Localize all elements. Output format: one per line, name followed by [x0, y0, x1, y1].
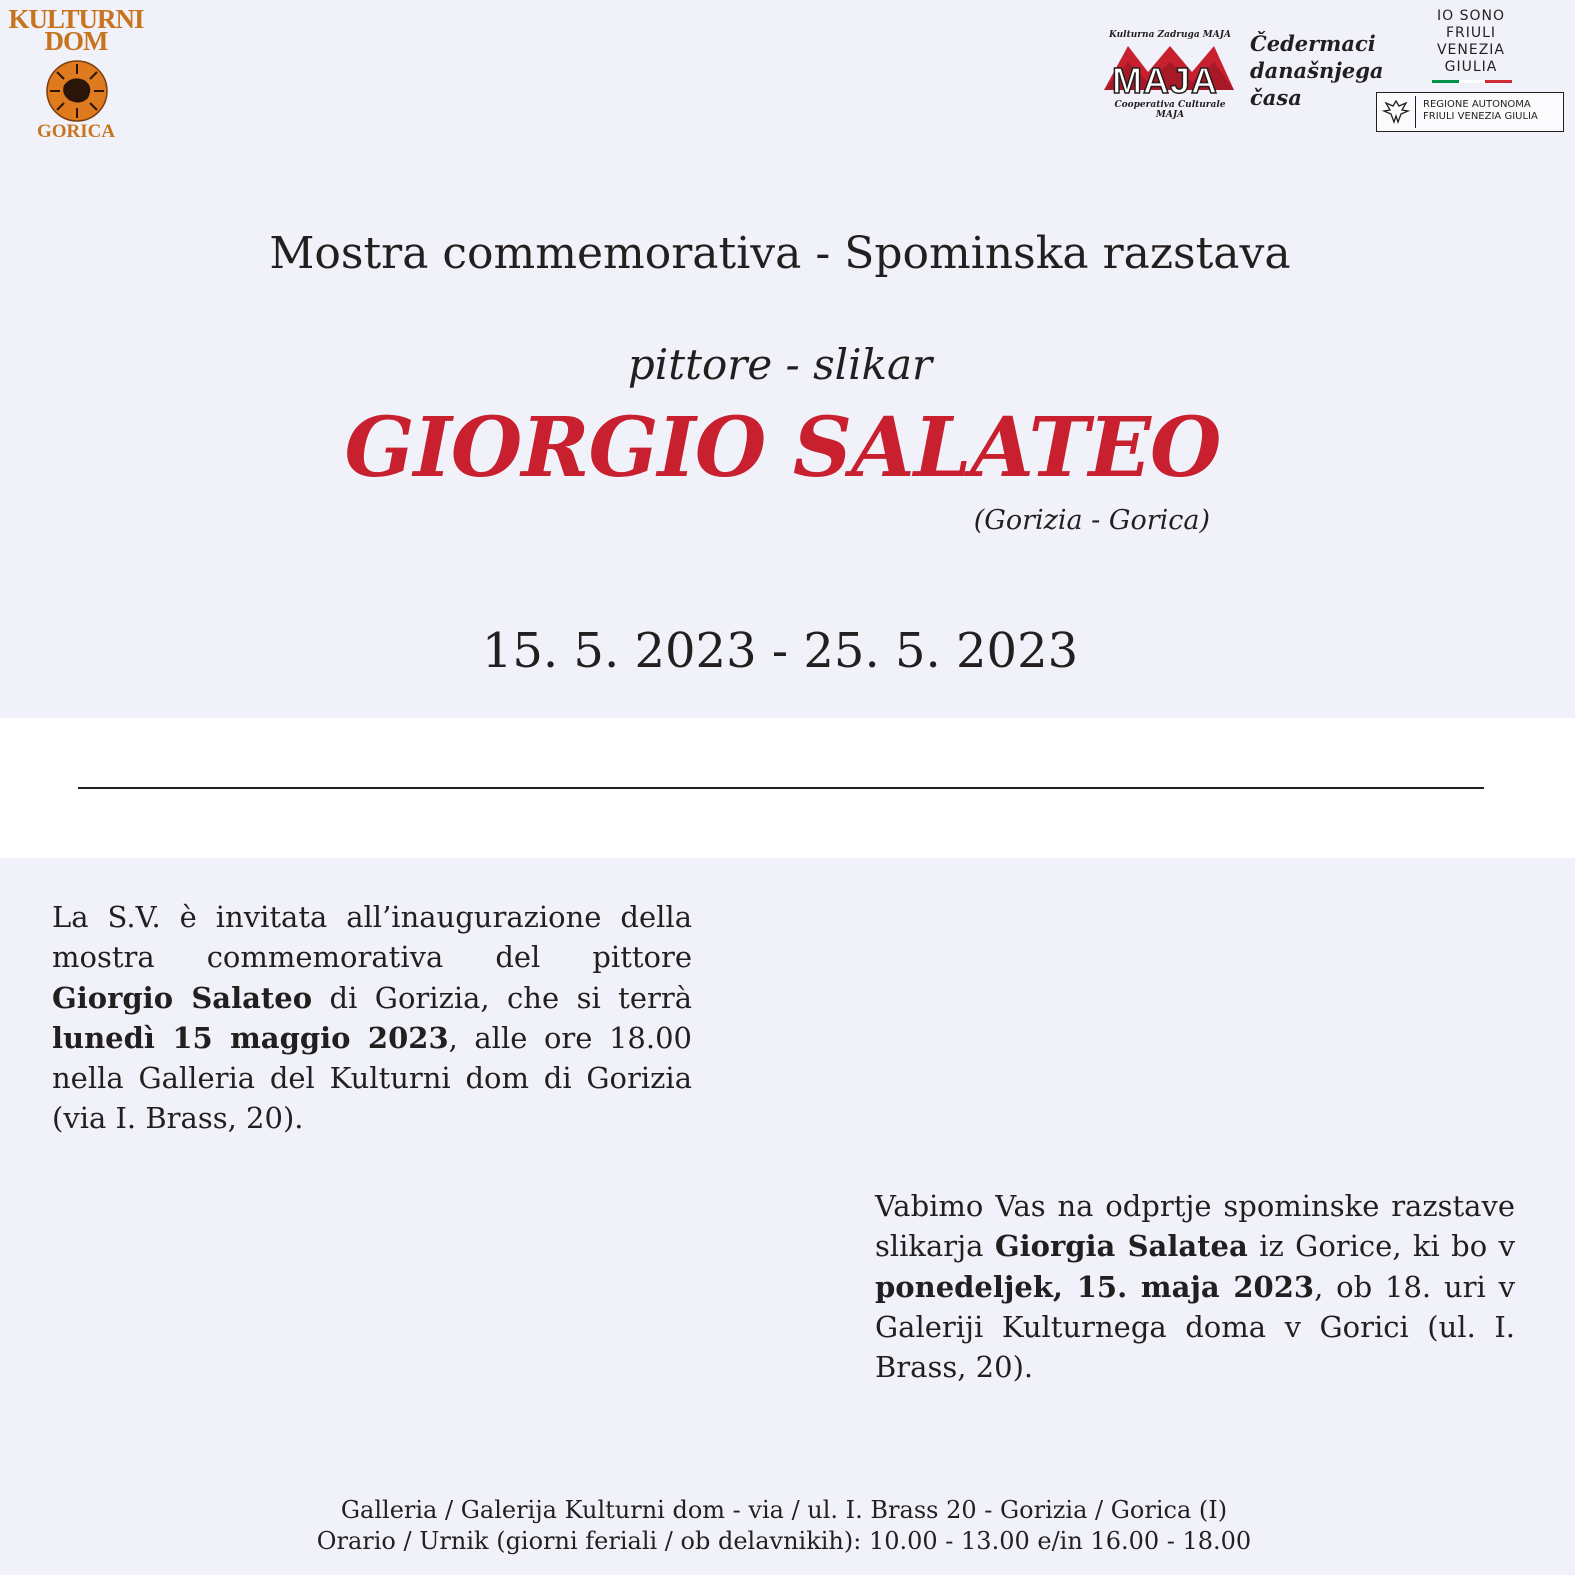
invitation-slovenian	[875, 1186, 1515, 1387]
invitation-slovenian-text-2: iz Gorice, ki bo v	[1247, 1229, 1515, 1264]
invitation-italian-text-3: , alle ore 18.00 nella Galleria del Kulturni dom di Gorizia (via I. Brass, 20).	[52, 1020, 692, 1136]
maja-logo-word: MAJA	[1112, 60, 1219, 101]
maja-logo	[1100, 30, 1240, 120]
invitation-italian-date: lunedì 15 maggio 2023	[52, 1020, 449, 1055]
eagle-icon	[1381, 96, 1411, 126]
invitation-italian-text-2: di Gorizia, che si terrà	[312, 980, 692, 1015]
fvg-slogan-line2: FRIULI	[1445, 25, 1497, 41]
invitation-slovenian-text-1: Vabimo Vas na odprtje spominske razstave slikarja	[875, 1189, 1515, 1264]
maja-logo-bottom-text: Cooperativa Culturale MAJA	[1114, 100, 1226, 120]
exhibition-title: Mostra commemorativa - Spominska razstava	[269, 228, 1291, 279]
venue-address: Galleria / Galerija Kulturni dom - via / ul. I. Brass 20 - Gorizia / Gorica (I)	[340, 1496, 1228, 1524]
invitation-italian-artist: Giorgio Salateo	[52, 980, 313, 1015]
invitation-slovenian-text-3: , ob 18. uri v Galeriji Kulturnega doma v Gorici (ul. I. Brass, 20).	[875, 1269, 1516, 1385]
invitation-italian	[52, 897, 692, 1139]
fvg-box-separator	[1415, 96, 1416, 128]
cedermaci-logo	[1250, 30, 1384, 111]
kulturni-dom-logo	[6, 4, 146, 143]
artist-city: (Gorizia - Gorica)	[973, 505, 1210, 536]
fvg-slogan-line1: IO SONO	[1437, 8, 1505, 24]
artist-name: GIORGIO SALATEO	[344, 400, 1221, 496]
invitation-slovenian-artist: Giorgia Salatea	[994, 1229, 1248, 1264]
opening-hours: Orario / Urnik (giorni feriali / ob delavnikih): 10.00 - 13.00 e/in 16.00 - 18.00	[316, 1527, 1252, 1555]
fvg-region-name	[1423, 99, 1538, 123]
fvg-region-logo	[1376, 8, 1566, 133]
kulturni-dom-logo-line2: DOM	[44, 26, 108, 56]
horizontal-divider	[78, 787, 1484, 789]
cedermaci-logo-line2: današnjega	[1250, 58, 1384, 83]
fvg-slogan-line4: GIULIA	[1444, 59, 1498, 75]
sun-emblem-icon	[42, 60, 112, 122]
cedermaci-logo-line3: časa	[1250, 85, 1302, 110]
invitation-slovenian-date: ponedeljek, 15. maja 2023	[875, 1269, 1315, 1304]
invitation-italian-text-1: La S.V. è invitata all’inaugurazione della mostra commemorativa del pittore	[52, 900, 692, 975]
fvg-region-line2: FRIULI VENEZIA GIULIA	[1423, 111, 1538, 122]
kulturni-dom-logo-city: GORICA	[36, 121, 116, 142]
italian-flag-stripe-icon	[1432, 80, 1512, 83]
fvg-region-line1: REGIONE AUTONOMA	[1423, 99, 1531, 110]
fvg-region-box	[1376, 92, 1564, 132]
maja-logo-top-text: Kulturna Zadruga MAJA	[1109, 30, 1231, 40]
fvg-slogan	[1376, 8, 1566, 76]
artist-profession: pittore - slikar	[627, 340, 933, 389]
cedermaci-logo-line1: Čedermaci	[1250, 31, 1376, 56]
exhibition-dates: 15. 5. 2023 - 25. 5. 2023	[481, 623, 1079, 679]
kulturni-dom-logo-line1: KULTURNI	[8, 4, 144, 34]
fvg-slogan-line3: VENEZIA	[1436, 42, 1506, 58]
